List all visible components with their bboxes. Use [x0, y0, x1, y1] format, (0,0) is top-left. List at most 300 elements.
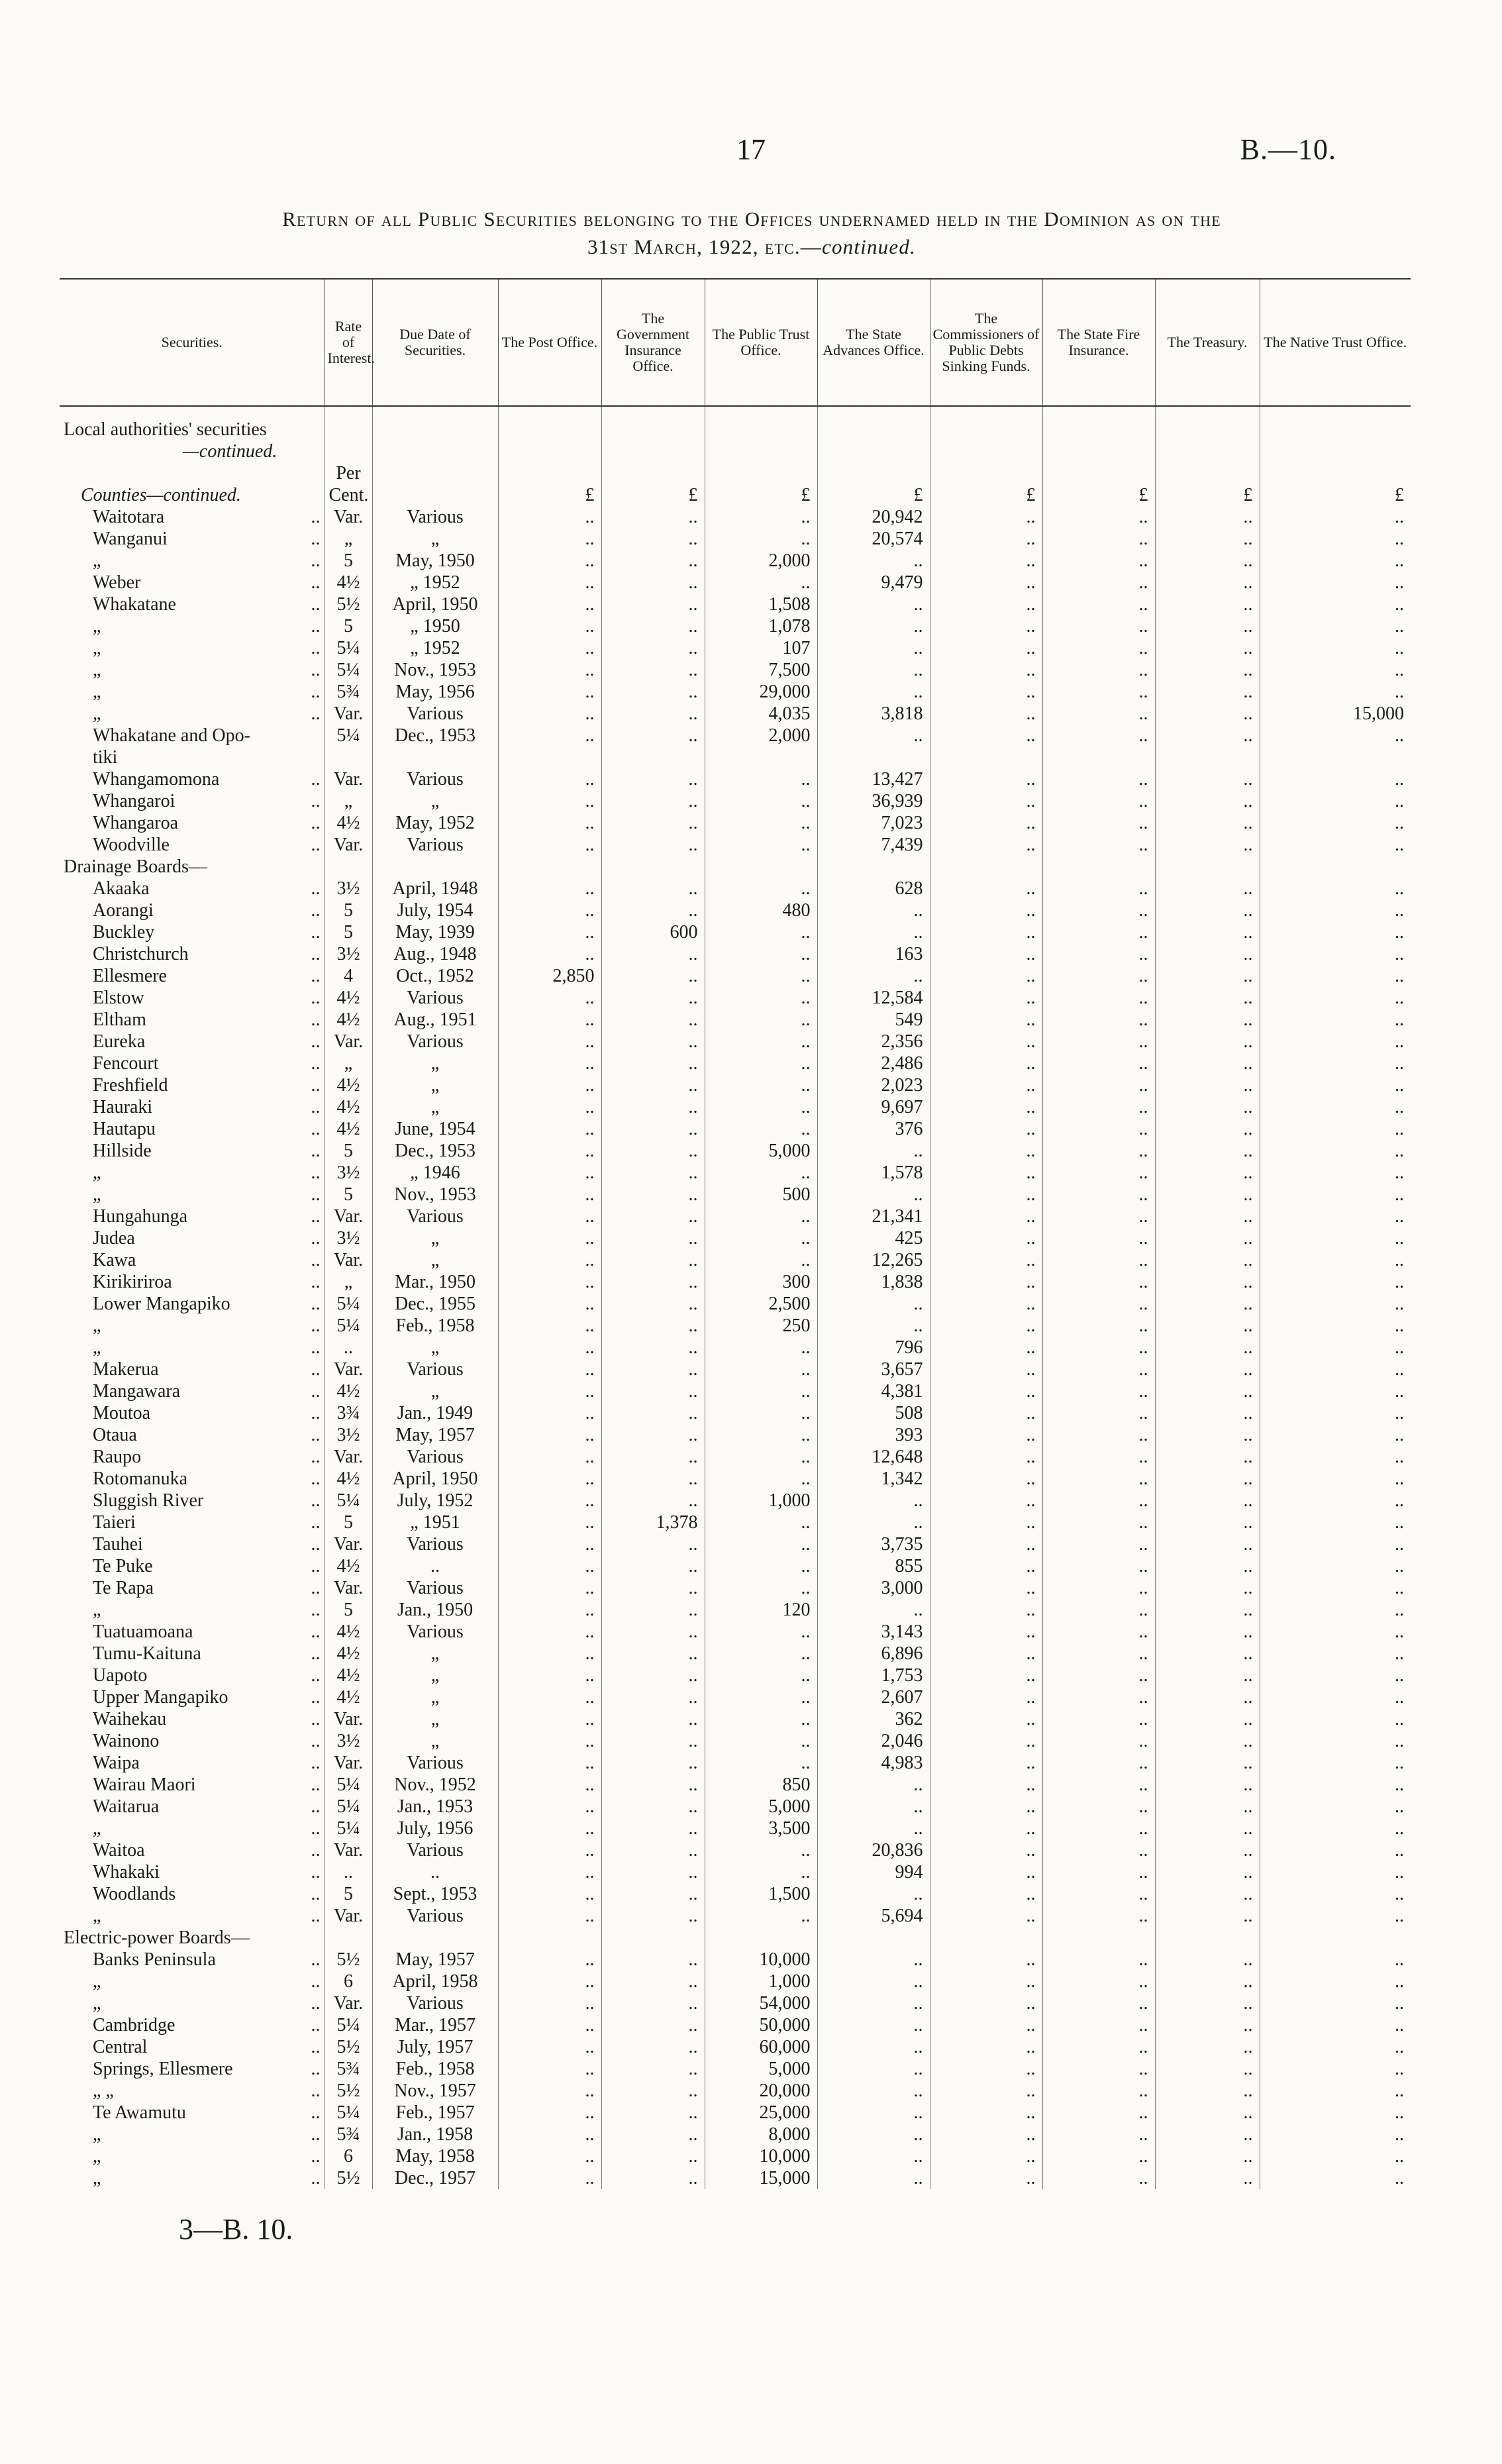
leader-dots: ..	[311, 1578, 321, 1598]
state-fire-cell: ..	[1042, 681, 1155, 703]
state-fire-cell	[1042, 746, 1155, 768]
state-fire-cell: ..	[1042, 790, 1155, 812]
treasury-cell: ..	[1155, 2058, 1260, 2080]
sinking-funds-cell: ..	[930, 637, 1042, 659]
public-trust-cell: ..	[705, 1621, 817, 1643]
state-advances-cell	[817, 419, 930, 440]
state-advances-cell: ..	[817, 550, 930, 572]
due-date-cell: „	[372, 790, 498, 812]
public-trust-cell: ..	[705, 1555, 817, 1577]
securities-cell	[60, 1905, 325, 1927]
native-trust-cell: ..	[1260, 1533, 1411, 1555]
public-trust-cell: 25,000	[705, 2102, 817, 2124]
state-fire-cell: ..	[1042, 768, 1155, 790]
state-fire-cell: ..	[1042, 1599, 1155, 1621]
state-fire-cell: ..	[1042, 1402, 1155, 1424]
post-office-cell: ..	[498, 1468, 601, 1490]
due-date-cell: Nov., 1952	[372, 1774, 498, 1796]
rate-cell: 4½	[325, 572, 372, 593]
post-office-cell: ..	[498, 1162, 601, 1184]
post-office-cell: ..	[498, 1227, 601, 1249]
state-advances-cell: 13,427	[817, 768, 930, 790]
treasury-cell: ..	[1155, 1861, 1260, 1883]
table-row	[60, 921, 1411, 943]
post-office-cell: ..	[498, 1643, 601, 1665]
due-date-cell: July, 1956	[372, 1818, 498, 1839]
post-office-cell: ..	[498, 506, 601, 528]
state-advances-cell: ..	[817, 899, 930, 921]
rate-cell: 5	[325, 899, 372, 921]
table-row	[60, 1052, 1411, 1074]
table-row	[60, 484, 1411, 506]
public-trust-cell: 54,000	[705, 1992, 817, 2014]
state-advances-cell: ..	[817, 1796, 930, 1818]
table-row	[60, 1293, 1411, 1315]
sinking-funds-cell: ..	[930, 703, 1042, 725]
spacer-cell	[1155, 406, 1260, 419]
title-line-2	[60, 233, 1444, 261]
post-office-cell: ..	[498, 878, 601, 899]
state-advances-cell: ..	[817, 1818, 930, 1839]
rate-cell: 6	[325, 1971, 372, 1992]
leader-dots: ..	[311, 1665, 321, 1686]
security-name: Whangamomona	[93, 769, 220, 790]
due-date-cell: Various	[372, 1621, 498, 1643]
native-trust-cell: ..	[1260, 1949, 1411, 1971]
table-row	[60, 440, 1411, 462]
due-date-cell: April, 1958	[372, 1971, 498, 1992]
public-trust-cell: ..	[705, 1533, 817, 1555]
native-trust-cell: ..	[1260, 1468, 1411, 1490]
security-name: Kirikiriroa	[93, 1272, 172, 1292]
state-fire-cell: ..	[1042, 2058, 1155, 2080]
treasury-cell: ..	[1155, 812, 1260, 834]
table-row	[60, 768, 1411, 790]
table-row	[60, 1621, 1411, 1643]
rate-cell: 4½	[325, 1555, 372, 1577]
page-number: 17	[736, 133, 766, 166]
treasury-cell: ..	[1155, 506, 1260, 528]
government-insurance-cell: ..	[601, 1861, 705, 1883]
leader-dots: ..	[311, 1162, 321, 1183]
public-trust-cell: 7,500	[705, 659, 817, 681]
table-row	[60, 593, 1411, 615]
treasury-cell: ..	[1155, 1162, 1260, 1184]
treasury-cell: ..	[1155, 1971, 1260, 1992]
native-trust-cell	[1260, 419, 1411, 440]
header-native-trust: The Native Trust Office.	[1260, 279, 1411, 406]
native-trust-cell: ..	[1260, 550, 1411, 572]
table-row	[60, 1315, 1411, 1337]
sinking-funds-cell: £	[930, 484, 1042, 506]
securities-cell	[60, 1927, 325, 1949]
government-insurance-cell: ..	[601, 1249, 705, 1271]
public-trust-cell: 1,078	[705, 615, 817, 637]
state-advances-cell: ..	[817, 615, 930, 637]
state-fire-cell: ..	[1042, 812, 1155, 834]
post-office-cell: ..	[498, 790, 601, 812]
state-advances-cell: 362	[817, 1708, 930, 1730]
post-office-cell: ..	[498, 1009, 601, 1031]
sinking-funds-cell: ..	[930, 1424, 1042, 1446]
post-office-cell: ..	[498, 2124, 601, 2145]
public-trust-cell: ..	[705, 812, 817, 834]
treasury-cell: ..	[1155, 1337, 1260, 1359]
leader-dots: ..	[311, 1818, 321, 1839]
table-row	[60, 1818, 1411, 1839]
public-trust-cell: ..	[705, 1861, 817, 1883]
government-insurance-cell: ..	[601, 1424, 705, 1446]
state-advances-cell: ..	[817, 725, 930, 746]
rate-cell: 5¼	[325, 1774, 372, 1796]
table-row	[60, 506, 1411, 528]
rate-cell: 3½	[325, 1730, 372, 1752]
empty-cell	[817, 462, 930, 484]
native-trust-cell: ..	[1260, 1140, 1411, 1162]
security-name: Makerua	[93, 1359, 159, 1380]
state-fire-cell	[1042, 856, 1155, 878]
due-date-cell: „	[372, 1096, 498, 1118]
leader-dots: ..	[311, 1447, 321, 1467]
post-office-cell	[498, 746, 601, 768]
due-date-cell: Various	[372, 703, 498, 725]
rate-cell: 5	[325, 1184, 372, 1206]
table-row	[60, 681, 1411, 703]
rate-cell: 4½	[325, 987, 372, 1009]
empty-cell	[1155, 462, 1260, 484]
leader-dots: ..	[311, 2146, 321, 2167]
native-trust-cell: ..	[1260, 834, 1411, 856]
public-trust-cell: 5,000	[705, 1796, 817, 1818]
leader-dots: ..	[311, 1009, 321, 1030]
securities-cell	[60, 2014, 325, 2036]
government-insurance-cell: ..	[601, 2145, 705, 2167]
public-trust-cell: ..	[705, 1206, 817, 1227]
state-fire-cell: ..	[1042, 2080, 1155, 2102]
securities-cell	[60, 440, 325, 462]
public-trust-cell: ..	[705, 1512, 817, 1533]
government-insurance-cell: ..	[601, 1577, 705, 1599]
securities-cell	[60, 659, 325, 681]
title-line-2-main: 31st March, 1922, etc.—	[587, 235, 822, 258]
native-trust-cell: ..	[1260, 637, 1411, 659]
due-date-cell: „ 1952	[372, 637, 498, 659]
sinking-funds-cell: ..	[930, 1402, 1042, 1424]
state-fire-cell: ..	[1042, 1271, 1155, 1293]
public-trust-cell	[705, 856, 817, 878]
security-name: „	[93, 1337, 101, 1358]
security-name: Waitoa	[93, 1840, 145, 1861]
sinking-funds-cell: ..	[930, 615, 1042, 637]
public-trust-cell: ..	[705, 1665, 817, 1686]
treasury-cell: ..	[1155, 2014, 1260, 2036]
state-advances-cell: 12,265	[817, 1249, 930, 1271]
treasury-cell: ..	[1155, 1533, 1260, 1555]
state-fire-cell: ..	[1042, 1424, 1155, 1446]
post-office-cell: £	[498, 484, 601, 506]
public-trust-cell: ..	[705, 1227, 817, 1249]
native-trust-cell: ..	[1260, 1665, 1411, 1686]
securities-cell	[60, 987, 325, 1009]
table-row	[60, 1271, 1411, 1293]
state-fire-cell: ..	[1042, 965, 1155, 987]
securities-cell	[60, 1118, 325, 1140]
native-trust-cell: ..	[1260, 1686, 1411, 1708]
state-fire-cell: ..	[1042, 2167, 1155, 2189]
table-row	[60, 1096, 1411, 1118]
leader-dots: ..	[311, 835, 321, 855]
treasury-cell: ..	[1155, 1686, 1260, 1708]
sinking-funds-cell: ..	[930, 1118, 1042, 1140]
table-row	[60, 1446, 1411, 1468]
government-insurance-cell: ..	[601, 1315, 705, 1337]
state-fire-cell: ..	[1042, 1686, 1155, 1708]
leader-dots: ..	[311, 769, 321, 790]
sinking-funds-cell: ..	[930, 1337, 1042, 1359]
table-row	[60, 834, 1411, 856]
post-office-cell: ..	[498, 593, 601, 615]
rate-cell: 4½	[325, 1380, 372, 1402]
securities-cell	[60, 484, 325, 506]
treasury-cell: ..	[1155, 878, 1260, 899]
government-insurance-cell: ..	[601, 965, 705, 987]
public-trust-cell	[705, 419, 817, 440]
securities-cell	[60, 1271, 325, 1293]
state-advances-cell: 12,584	[817, 987, 930, 1009]
government-insurance-cell: ..	[601, 1839, 705, 1861]
securities-cell	[60, 1359, 325, 1380]
rate-cell: 3½	[325, 1424, 372, 1446]
treasury-cell: ..	[1155, 921, 1260, 943]
state-fire-cell: ..	[1042, 1315, 1155, 1337]
table-row	[60, 812, 1411, 834]
securities-cell	[60, 1293, 325, 1315]
treasury-cell: ..	[1155, 834, 1260, 856]
state-advances-cell: 5,694	[817, 1905, 930, 1927]
government-insurance-cell: ..	[601, 2080, 705, 2102]
post-office-cell: ..	[498, 1708, 601, 1730]
empty-cell	[1260, 462, 1411, 484]
leader-dots: ..	[311, 1796, 321, 1817]
native-trust-cell: ..	[1260, 1446, 1411, 1468]
security-name: Sluggish River	[93, 1490, 204, 1511]
table-row	[60, 1796, 1411, 1818]
table-row	[60, 987, 1411, 1009]
due-date-cell: April, 1950	[372, 593, 498, 615]
spacer-cell	[498, 406, 601, 419]
treasury-cell: ..	[1155, 943, 1260, 965]
due-date-cell	[372, 419, 498, 440]
rate-cell: „	[325, 1052, 372, 1074]
public-trust-cell: ..	[705, 1162, 817, 1184]
leader-dots: ..	[311, 594, 321, 615]
table-row	[60, 615, 1411, 637]
native-trust-cell: 15,000	[1260, 703, 1411, 725]
table-row	[60, 1665, 1411, 1686]
due-date-cell: Various	[372, 1577, 498, 1599]
due-date-cell: Various	[372, 1446, 498, 1468]
post-office-cell: ..	[498, 725, 601, 746]
native-trust-cell: ..	[1260, 1315, 1411, 1337]
table-row	[60, 1031, 1411, 1052]
government-insurance-cell: ..	[601, 615, 705, 637]
table-row	[60, 746, 1411, 768]
security-name: Buckley	[93, 922, 155, 943]
sinking-funds-cell: ..	[930, 506, 1042, 528]
security-name: Banks Peninsula	[93, 1949, 216, 1970]
state-advances-cell: £	[817, 484, 930, 506]
due-date-cell: Aug., 1948	[372, 943, 498, 965]
empty-cell	[705, 462, 817, 484]
government-insurance-cell: ..	[601, 725, 705, 746]
public-trust-cell: 2,000	[705, 550, 817, 572]
table-row	[60, 2014, 1411, 2036]
rate-cell: 5¼	[325, 637, 372, 659]
table-row	[60, 659, 1411, 681]
securities-cell	[60, 1949, 325, 1971]
sinking-funds-cell: ..	[930, 1971, 1042, 1992]
table-row	[60, 2102, 1411, 2124]
empty-cell	[498, 462, 601, 484]
security-name: Freshfield	[93, 1075, 168, 1096]
table-row	[60, 572, 1411, 593]
public-trust-cell: ..	[705, 572, 817, 593]
sinking-funds-cell: ..	[930, 768, 1042, 790]
due-date-cell: „	[372, 1708, 498, 1730]
public-trust-cell	[705, 1927, 817, 1949]
treasury-cell: ..	[1155, 899, 1260, 921]
security-name: „	[93, 1600, 101, 1620]
state-advances-cell: 20,836	[817, 1839, 930, 1861]
state-fire-cell: ..	[1042, 1031, 1155, 1052]
due-date-cell: „ 1951	[372, 1512, 498, 1533]
government-insurance-cell: ..	[601, 1752, 705, 1774]
security-name: Eltham	[93, 1009, 146, 1030]
government-insurance-cell: ..	[601, 1730, 705, 1752]
state-advances-cell: 3,000	[817, 1577, 930, 1599]
rate-cell: 5½	[325, 2167, 372, 2189]
state-advances-cell: 1,838	[817, 1271, 930, 1293]
securities-cell	[60, 1424, 325, 1446]
treasury-cell: ..	[1155, 1839, 1260, 1861]
due-date-cell: Jan., 1950	[372, 1599, 498, 1621]
rate-cell: 5	[325, 1512, 372, 1533]
state-fire-cell: ..	[1042, 659, 1155, 681]
empty-cell	[1042, 462, 1155, 484]
treasury-cell: ..	[1155, 1052, 1260, 1074]
securities-cell	[60, 1162, 325, 1184]
due-date-cell: May, 1950	[372, 550, 498, 572]
state-fire-cell: ..	[1042, 1774, 1155, 1796]
native-trust-cell: ..	[1260, 1883, 1411, 1905]
header-post-office: The Post Office.	[498, 279, 601, 406]
state-fire-cell: ..	[1042, 1992, 1155, 2014]
due-date-cell: Dec., 1953	[372, 1140, 498, 1162]
rate-cell: Var.	[325, 1992, 372, 2014]
sinking-funds-cell: ..	[930, 1861, 1042, 1883]
spacer-cell	[1042, 406, 1155, 419]
native-trust-cell: ..	[1260, 790, 1411, 812]
post-office-cell: ..	[498, 637, 601, 659]
securities-cell	[60, 1096, 325, 1118]
native-trust-cell: ..	[1260, 768, 1411, 790]
post-office-cell: ..	[498, 1905, 601, 1927]
due-date-cell: ..	[372, 1555, 498, 1577]
security-name: Hillside	[93, 1141, 152, 1161]
state-fire-cell: ..	[1042, 1118, 1155, 1140]
due-date-cell: April, 1948	[372, 878, 498, 899]
post-office-cell	[498, 440, 601, 462]
table-row	[60, 1490, 1411, 1512]
post-office-cell: ..	[498, 2102, 601, 2124]
security-name: „	[93, 1818, 101, 1839]
table-row	[60, 1752, 1411, 1774]
public-trust-cell: 60,000	[705, 2036, 817, 2058]
spacer-cell	[1260, 406, 1411, 419]
leader-dots: ..	[311, 1184, 321, 1205]
rate-cell: 4½	[325, 1686, 372, 1708]
due-date-cell: Mar., 1957	[372, 2014, 498, 2036]
post-office-cell: ..	[498, 1686, 601, 1708]
table-row	[60, 2036, 1411, 2058]
securities-cell	[60, 768, 325, 790]
treasury-cell: ..	[1155, 1380, 1260, 1402]
state-advances-cell: 12,648	[817, 1446, 930, 1468]
state-fire-cell: ..	[1042, 834, 1155, 856]
state-advances-cell: ..	[817, 2167, 930, 2189]
treasury-cell: ..	[1155, 1490, 1260, 1512]
government-insurance-cell: ..	[601, 878, 705, 899]
table-row	[60, 703, 1411, 725]
due-date-cell: Feb., 1957	[372, 2102, 498, 2124]
security-name: Waitarua	[93, 1796, 160, 1817]
due-date-cell: „	[372, 1380, 498, 1402]
sinking-funds-cell: ..	[930, 2036, 1042, 2058]
leader-dots: ..	[311, 1031, 321, 1052]
government-insurance-cell: ..	[601, 1293, 705, 1315]
securities-cell	[60, 725, 325, 746]
sinking-funds-cell: ..	[930, 1643, 1042, 1665]
state-advances-cell: ..	[817, 1992, 930, 2014]
sinking-funds-cell: ..	[930, 1249, 1042, 1271]
header-due-date: Due Date of Securities.	[372, 279, 498, 406]
due-date-cell: „	[372, 1249, 498, 1271]
post-office-cell: ..	[498, 1861, 601, 1883]
security-name: „	[93, 703, 101, 724]
securities-cell	[60, 1380, 325, 1402]
state-advances-cell: ..	[817, 1883, 930, 1905]
sinking-funds-cell: ..	[930, 1883, 1042, 1905]
state-advances-cell: 36,939	[817, 790, 930, 812]
due-date-cell: Various	[372, 987, 498, 1009]
government-insurance-cell: ..	[601, 1184, 705, 1206]
government-insurance-cell: ..	[601, 1796, 705, 1818]
state-advances-cell: 4,983	[817, 1752, 930, 1774]
state-advances-cell: 855	[817, 1555, 930, 1577]
treasury-cell: ..	[1155, 1752, 1260, 1774]
native-trust-cell: ..	[1260, 615, 1411, 637]
security-name: Moutoa	[93, 1403, 151, 1423]
securities-cell	[60, 1665, 325, 1686]
due-date-cell: Various	[372, 1752, 498, 1774]
native-trust-cell: ..	[1260, 2036, 1411, 2058]
state-fire-cell: ..	[1042, 1096, 1155, 1118]
security-name: Electric-power Boards—	[64, 1927, 250, 1948]
public-trust-cell: ..	[705, 1839, 817, 1861]
state-advances-cell: 163	[817, 943, 930, 965]
security-name: Springs, Ellesmere	[93, 2059, 233, 2079]
government-insurance-cell: ..	[601, 1708, 705, 1730]
